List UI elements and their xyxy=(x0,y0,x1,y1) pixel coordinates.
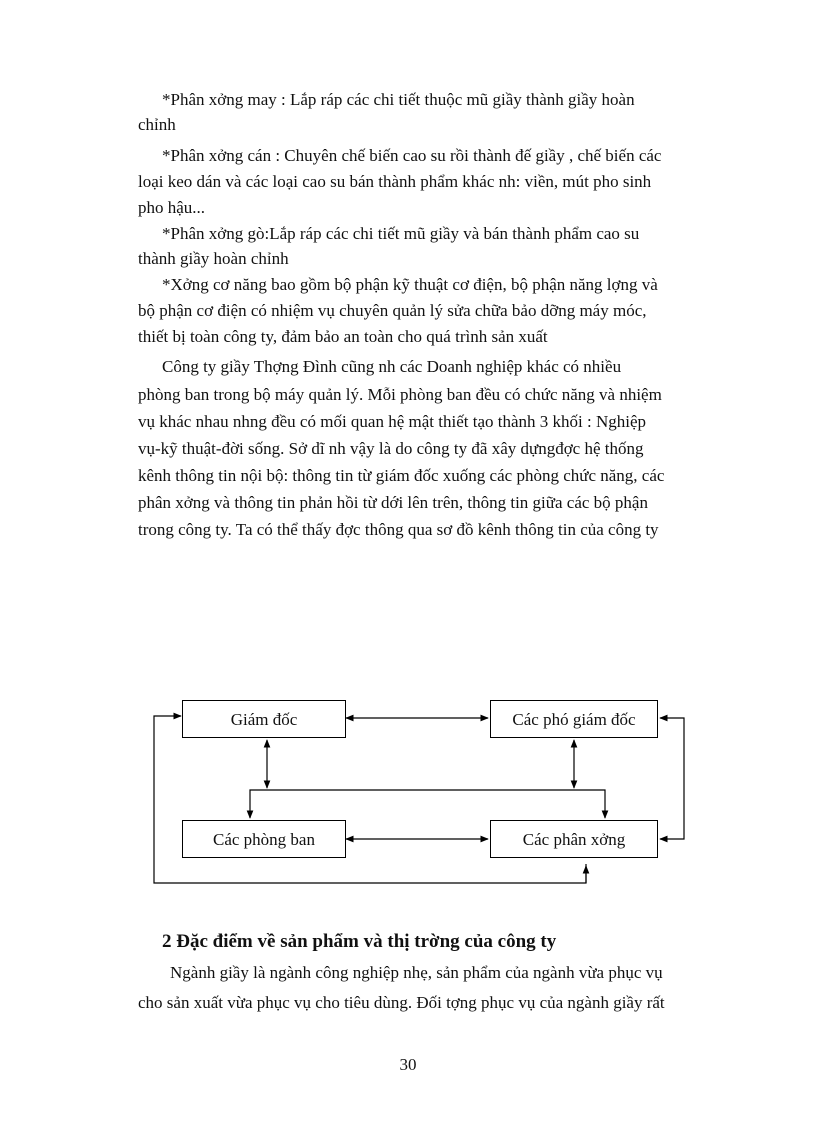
box-director: Giám đốc xyxy=(182,700,346,738)
page-number: 30 xyxy=(399,1055,417,1074)
text-line: vụ khác nhau nhng đều có mối quan hệ mật thiết tạo thành 3 khối : Nghiệp xyxy=(138,412,646,431)
text-line: Công ty giầy Thợng Đình cũng nh các Doanh nghiệp khác có nhiều xyxy=(162,357,622,376)
text-line: *Phân xởng gò:Lắp ráp các chi tiết mũ giầy và bán thành phẩm cao su xyxy=(162,224,640,243)
text-line: phòng ban trong bộ máy quản lý. Mỗi phòng ban đều có chức năng và nhiệm xyxy=(138,385,662,404)
text-line: thành giầy hoàn chỉnh xyxy=(138,249,289,268)
text-line: trong công ty. Ta có thể thấy đợc thông qua sơ đồ kênh thông tin của công ty xyxy=(138,520,659,539)
text-line: phân xởng và thông tin phản hồi từ dới lên trên, thông tin giữa các bộ phận xyxy=(138,493,648,512)
text-line: cho sản xuất vừa phục vụ cho tiêu dùng. Đối tợng phục vụ của ngành giầy rất xyxy=(138,993,665,1012)
text-line: bộ phận cơ điện có nhiệm vụ chuyên quản lý sửa chữa bảo dỡng máy móc, xyxy=(138,301,647,320)
text-line: thiết bị toàn công ty, đảm bảo an toàn cho quá trình sản xuất xyxy=(138,327,548,346)
text-line: vụ-kỹ thuật-đời sống. Sở dĩ nh vậy là do công ty đã xây dựngđợc hệ thống xyxy=(138,439,644,458)
text-line: *Phân xởng cán : Chuyên chế biến cao su rồi thành đế giầy , chế biến các xyxy=(162,146,662,165)
text-line: *Phân xởng may : Lắp ráp các chi tiết thuộc mũ giầy thành giầy hoàn xyxy=(162,90,635,109)
connector-bus-left xyxy=(250,790,440,818)
box-departments: Các phòng ban xyxy=(182,820,346,858)
text-line: Ngành giầy là ngành công nghiệp nhẹ, sản phẩm của ngành vừa phục vụ xyxy=(170,963,663,982)
text-line: pho hậu... xyxy=(138,198,206,217)
text-line: loại keo dán và các loại cao su bán thành phẩm khác nh: viền, mút pho sinh xyxy=(138,172,652,191)
section-heading: 2 Đặc điểm về sản phẩm và thị trờng của công ty xyxy=(162,931,557,952)
box-vice-directors: Các phó giám đốc xyxy=(490,700,658,738)
connector-right-loop-bottom xyxy=(660,770,684,839)
box-workshops: Các phân xởng xyxy=(490,820,658,858)
connector-bus-right xyxy=(440,790,605,818)
text-line: chỉnh xyxy=(138,115,176,134)
connector-right-loop-top xyxy=(660,718,684,770)
text-line: *Xởng cơ năng bao gồm bộ phận kỹ thuật cơ điện, bộ phận năng lợng và xyxy=(162,275,658,294)
text-line: kênh thông tin nội bộ: thông tin từ giám đốc xuống các phòng chức năng, các xyxy=(138,466,665,485)
